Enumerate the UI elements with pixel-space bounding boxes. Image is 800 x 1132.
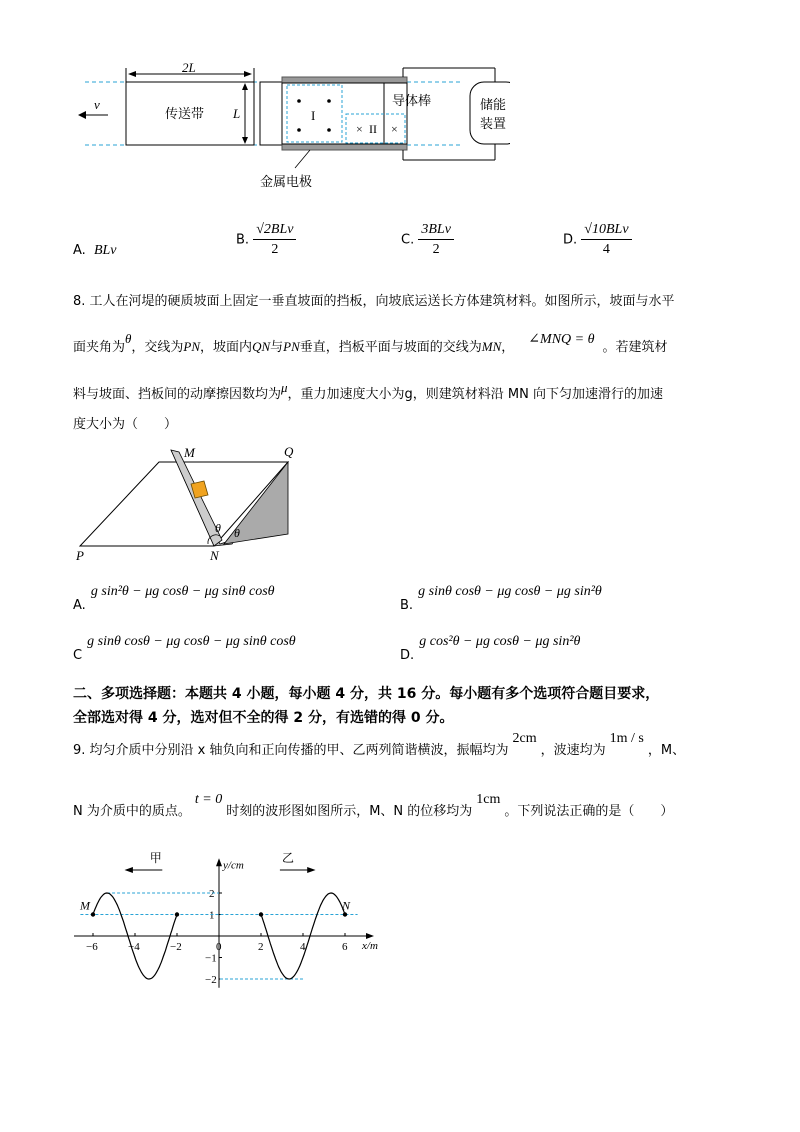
dim-2L: 2L bbox=[182, 60, 196, 75]
x-axis-arrow bbox=[366, 933, 374, 939]
slope-figure bbox=[74, 440, 304, 565]
point-label-N: N bbox=[342, 898, 351, 913]
q7-option-b[interactable]: B. $\frac{\text{√2BLv}}{2}$ bbox=[236, 223, 296, 257]
q8-option-c[interactable]: $_C$ g sinθ cosθ − μg cosθ − μg sinθ cosθ bbox=[73, 634, 296, 663]
y-tick-label: −2 bbox=[205, 974, 217, 986]
x-tick-label: 2 bbox=[258, 941, 264, 953]
y-tick-label: −1 bbox=[205, 952, 217, 965]
q8-option-d[interactable]: $_{D.}$ g cos²θ − μg cosθ − μg sin²θ bbox=[400, 634, 581, 663]
y-axis-arrow bbox=[216, 858, 222, 866]
x-tick-label: −6 bbox=[86, 941, 98, 953]
wave-endpoint bbox=[175, 912, 179, 916]
conveyor-figure bbox=[70, 60, 510, 195]
svg-text:×: × bbox=[391, 122, 398, 136]
q7-option-c[interactable]: C. $\frac{\text{3BLv}}{2}$ bbox=[401, 223, 454, 257]
fig-label-Q: Q bbox=[284, 444, 294, 459]
fig-label-P: P bbox=[76, 548, 84, 563]
region-I-label: I bbox=[311, 108, 316, 123]
x-tick-label: 6 bbox=[342, 941, 348, 953]
point-label-M: M bbox=[80, 898, 90, 913]
wave-label-jia: 甲 bbox=[149, 851, 162, 865]
y-tick-label: 2 bbox=[209, 888, 215, 900]
x-tick-label: 0 bbox=[216, 941, 222, 953]
y-tick-label: 1 bbox=[209, 909, 215, 922]
x-tick-label: −4 bbox=[128, 941, 140, 953]
rod-label: 导体棒 bbox=[392, 93, 432, 108]
fig-label-theta-1: θ bbox=[215, 521, 221, 535]
q8-line-1: 8. 工人在河堤的硬质坡面上固定一垂直坡面的挡板，向坡底运送长方体建筑材料。如图所示，坡面与水平 bbox=[73, 294, 675, 309]
q8-option-a[interactable]: $_{A.}$ g sin²θ − μg cosθ − μg sinθ cosθ bbox=[73, 584, 275, 613]
wave-arrow-jia-head bbox=[125, 867, 133, 873]
q8-line-4: 度大小为（ ） bbox=[73, 417, 178, 432]
fig-label-N: N bbox=[210, 548, 219, 563]
wave-endpoint bbox=[259, 912, 263, 916]
q9-line-1: 9. 均匀介质中分别沿 x 轴负向和正向传播的甲、乙两列简谐横波，振幅均为2cm，波速均为1m / s，M、 bbox=[73, 731, 686, 758]
storage-label-2: 装置 bbox=[480, 116, 507, 131]
wave-endpoint bbox=[91, 912, 95, 916]
fig-label-theta-2: θ bbox=[234, 526, 240, 540]
wave-endpoint bbox=[343, 912, 347, 916]
storage-label-1: 储能 bbox=[480, 97, 507, 112]
q9-line-2: N 为介质中的质点。t = 0时刻的波形图如图所示，M、N 的位移均为1cm。下列说法正确的是（ ） bbox=[73, 792, 674, 819]
fig-label-M: M bbox=[184, 445, 195, 460]
wave-arrow-yi-head bbox=[307, 867, 315, 873]
q8-line-3: 料与坡面、挡板间的动摩擦因数均为μ，重力加速度大小为g，则建筑材料沿 MN 向下匀加速滑行的加速 bbox=[73, 380, 664, 402]
x-tick-label: −2 bbox=[170, 941, 182, 953]
belt-label: 传送带 bbox=[165, 106, 205, 121]
x-axis-label: x/m bbox=[362, 940, 378, 952]
x-tick-label: 4 bbox=[300, 941, 306, 953]
wave-chart bbox=[74, 840, 394, 1000]
velocity-label: v bbox=[94, 97, 100, 112]
q8-line-2: 面夹角为θ，交线为PN，坡面内QN与PN垂直，挡板平面与坡面的交线为MN，∠MNQ = θ。若建筑材 bbox=[73, 331, 668, 355]
region-II-label: II bbox=[369, 122, 377, 136]
y-axis-label: y/cm bbox=[223, 859, 244, 872]
wave-label-yi: 乙 bbox=[282, 851, 295, 865]
q7-option-a[interactable]: A. BLv bbox=[73, 243, 117, 258]
section2-line-1: 二、多项选择题：本题共 4 小题，每小题 4 分，共 16 分。每小题有多个选项符合题目要求， bbox=[73, 686, 660, 702]
section2-line-2: 全部选对得 4 分，选对但不全的得 2 分，有选错的得 0 分。 bbox=[73, 710, 454, 726]
q7-option-d[interactable]: D. $\frac{\text{√10BLv}}{4}$ bbox=[563, 223, 632, 257]
svg-text:×: × bbox=[356, 122, 363, 136]
electrode-label: 金属电极 bbox=[260, 174, 313, 189]
q8-option-b[interactable]: $_{B.}$ g sinθ cosθ − μg cosθ − μg sin²θ bbox=[400, 584, 602, 613]
dim-L: L bbox=[233, 106, 241, 121]
